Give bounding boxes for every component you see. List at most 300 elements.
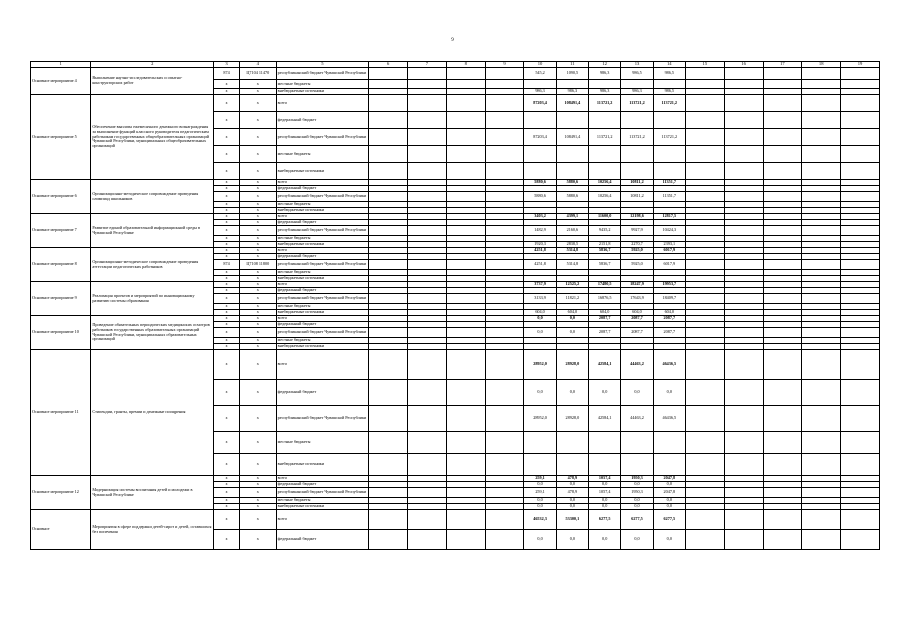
value-cell: 6017,9 <box>653 248 685 254</box>
value-cell: 5925,0 <box>621 260 653 270</box>
value-cell <box>524 146 556 163</box>
empty-cell <box>369 163 408 180</box>
empty-cell <box>446 380 485 406</box>
value-cell <box>556 80 588 89</box>
empty-cell <box>685 510 724 530</box>
empty-cell <box>369 68 408 80</box>
value-cell: 604,0 <box>653 310 685 316</box>
funding-source: республиканский бюджет Чувашской Республики <box>276 226 369 236</box>
funding-source: республиканский бюджет Чувашской Республики <box>276 406 369 432</box>
empty-cell <box>724 328 763 338</box>
empty-cell <box>685 95 724 112</box>
empty-cell <box>841 406 880 432</box>
code-cell: x <box>214 328 240 338</box>
value-cell: 12198,6 <box>621 214 653 220</box>
header-cell: 13 <box>621 62 653 68</box>
empty-cell <box>408 146 447 163</box>
empty-cell <box>724 80 763 89</box>
funding-source: местные бюджеты <box>276 338 369 344</box>
value-cell <box>653 454 685 476</box>
value-cell: 1057,4 <box>589 488 621 498</box>
budget-table <box>30 61 880 550</box>
empty-cell <box>369 192 408 202</box>
value-cell: 113721,2 <box>621 95 653 112</box>
empty-cell <box>446 454 485 476</box>
funding-source: местные бюджеты <box>276 270 369 276</box>
value-cell: 986,5 <box>653 89 685 95</box>
value-cell: 46436,5 <box>653 350 685 380</box>
funding-source: внебюджетные источники <box>276 504 369 510</box>
value-cell: 4399,1 <box>556 214 588 220</box>
classifier-cell: x <box>239 294 276 304</box>
value-cell: 17480,5 <box>589 282 621 288</box>
header-cell: 6 <box>369 62 408 68</box>
classifier-cell: x <box>239 89 276 95</box>
code-cell: 874 <box>214 68 240 80</box>
empty-cell <box>685 454 724 476</box>
empty-cell <box>369 294 408 304</box>
value-cell: 0,0 <box>556 530 588 550</box>
value-cell: 6277,5 <box>621 510 653 530</box>
value-cell: 5314,8 <box>556 248 588 254</box>
value-cell: 0,0 <box>653 530 685 550</box>
funding-source: республиканский бюджет Чувашской Республики <box>276 129 369 146</box>
empty-cell <box>802 406 841 432</box>
funding-source: внебюджетные источники <box>276 310 369 316</box>
code-cell: x <box>214 276 240 282</box>
code-cell: x <box>214 294 240 304</box>
event-name: Основное мероприятие 11 <box>31 350 91 476</box>
empty-cell <box>724 380 763 406</box>
classifier-cell: x <box>239 316 276 322</box>
code-cell: x <box>214 530 240 550</box>
classifier-cell: x <box>239 214 276 220</box>
value-cell: 11351,7 <box>653 180 685 186</box>
empty-cell <box>841 294 880 304</box>
empty-cell <box>841 80 880 89</box>
empty-cell <box>369 328 408 338</box>
empty-cell <box>369 129 408 146</box>
empty-cell <box>408 226 447 236</box>
value-cell: 113721,2 <box>589 95 621 112</box>
code-cell: x <box>214 95 240 112</box>
funding-source: всего <box>276 476 369 482</box>
empty-cell <box>446 260 485 270</box>
empty-cell <box>446 294 485 304</box>
code-cell: x <box>214 186 240 192</box>
empty-cell <box>408 454 447 476</box>
empty-cell <box>485 406 524 432</box>
event-description: Организационно-методическое сопровождение проведения олимпиад школьников <box>91 180 214 214</box>
empty-cell <box>485 192 524 202</box>
header-cell: 8 <box>446 62 485 68</box>
header-cell: 7 <box>408 62 447 68</box>
empty-cell <box>763 163 802 180</box>
empty-cell <box>841 432 880 454</box>
funding-source: местные бюджеты <box>276 498 369 504</box>
empty-cell <box>408 68 447 80</box>
value-cell: 3737,9 <box>524 282 556 288</box>
header-cell: 1 <box>31 62 91 68</box>
value-cell: 986,5 <box>621 68 653 80</box>
empty-cell <box>446 432 485 454</box>
value-cell: 986,3 <box>589 89 621 95</box>
empty-cell <box>485 129 524 146</box>
empty-cell <box>485 68 524 80</box>
code-cell: x <box>214 254 240 260</box>
funding-source: всего <box>276 282 369 288</box>
value-cell <box>556 112 588 129</box>
empty-cell <box>724 68 763 80</box>
value-cell: 1920,3 <box>524 242 556 248</box>
code-cell: x <box>214 146 240 163</box>
code-cell: x <box>214 304 240 310</box>
classifier-cell: x <box>239 254 276 260</box>
value-cell <box>556 432 588 454</box>
empty-cell <box>446 192 485 202</box>
value-cell: 6277,5 <box>589 510 621 530</box>
empty-cell <box>408 112 447 129</box>
funding-source: внебюджетные источники <box>276 208 369 214</box>
value-cell <box>653 432 685 454</box>
code-cell: x <box>214 270 240 276</box>
value-cell: 3133,9 <box>524 294 556 304</box>
event-description: Реализация проектов и мероприятий по инновационному развитию системы образования <box>91 282 214 316</box>
value-cell: 0,0 <box>556 504 588 510</box>
empty-cell <box>369 350 408 380</box>
empty-cell <box>724 294 763 304</box>
empty-cell <box>802 350 841 380</box>
empty-cell <box>802 488 841 498</box>
funding-source: внебюджетные источники <box>276 276 369 282</box>
funding-source: всего <box>276 316 369 322</box>
empty-cell <box>446 80 485 89</box>
value-cell: 2270,7 <box>621 242 653 248</box>
event-name: Основное мероприятие 10 <box>31 316 91 350</box>
empty-cell <box>685 146 724 163</box>
empty-cell <box>802 192 841 202</box>
value-cell: 113721,2 <box>621 129 653 146</box>
code-cell: x <box>214 380 240 406</box>
value-cell: 0,0 <box>589 498 621 504</box>
value-cell: 3403,2 <box>524 214 556 220</box>
code-cell: x <box>214 476 240 482</box>
value-cell: 113721,2 <box>589 129 621 146</box>
empty-cell <box>685 129 724 146</box>
empty-cell <box>724 226 763 236</box>
funding-source: федеральный бюджет <box>276 380 369 406</box>
empty-cell <box>485 488 524 498</box>
value-cell: 1057,4 <box>589 476 621 482</box>
classifier-cell: x <box>239 208 276 214</box>
empty-cell <box>408 294 447 304</box>
empty-cell <box>841 530 880 550</box>
empty-cell <box>485 163 524 180</box>
value-cell: 0,0 <box>621 498 653 504</box>
funding-source: всего <box>276 350 369 380</box>
funding-source: федеральный бюджет <box>276 530 369 550</box>
event-description: Проведение обязательных периодических медицинских осмотров работников государственных образовательных организаций Чувашской Республики, муниципальных образовательных организаций <box>91 316 214 350</box>
empty-cell <box>802 510 841 530</box>
value-cell <box>524 454 556 476</box>
value-cell: 0,0 <box>621 380 653 406</box>
empty-cell <box>369 226 408 236</box>
value-cell: 28952,0 <box>524 406 556 432</box>
event-name: Основное мероприятие 6 <box>31 180 91 214</box>
classifier-cell: x <box>239 112 276 129</box>
value-cell: 0,0 <box>653 498 685 504</box>
value-cell: 44463,2 <box>621 350 653 380</box>
classifier-cell: x <box>239 163 276 180</box>
empty-cell <box>485 95 524 112</box>
value-cell: 4251,8 <box>524 260 556 270</box>
value-cell: 5836,7 <box>589 248 621 254</box>
empty-cell <box>724 129 763 146</box>
empty-cell <box>841 226 880 236</box>
value-cell: 19953,7 <box>653 282 685 288</box>
empty-cell <box>485 112 524 129</box>
empty-cell <box>369 260 408 270</box>
value-cell: 604,0 <box>589 310 621 316</box>
classifier-cell: x <box>239 350 276 380</box>
code-cell: x <box>214 406 240 432</box>
value-cell: 10256,4 <box>589 180 621 186</box>
value-cell: 2047,8 <box>653 488 685 498</box>
value-cell: 11351,7 <box>653 192 685 202</box>
empty-cell <box>802 95 841 112</box>
classifier-cell: x <box>239 338 276 344</box>
empty-cell <box>408 328 447 338</box>
value-cell <box>589 432 621 454</box>
value-cell: 0,0 <box>524 498 556 504</box>
value-cell: 5880,6 <box>524 192 556 202</box>
value-cell: 10424,3 <box>653 226 685 236</box>
value-cell: 87203,4 <box>524 95 556 112</box>
value-cell: 0,0 <box>589 482 621 488</box>
header-cell: 5 <box>276 62 369 68</box>
funding-source: всего <box>276 248 369 254</box>
empty-cell <box>763 328 802 338</box>
empty-cell <box>485 454 524 476</box>
value-cell: 6017,9 <box>653 260 685 270</box>
classifier-cell: x <box>239 220 276 226</box>
funding-source: республиканский бюджет Чувашской Республики <box>276 488 369 498</box>
value-cell: 10811,2 <box>621 192 653 202</box>
code-cell: x <box>214 282 240 288</box>
value-cell: 604,0 <box>524 310 556 316</box>
empty-cell <box>446 406 485 432</box>
value-cell: 986,5 <box>653 68 685 80</box>
event-description: Развитие единой образовательной информационной среды в Чувашской Республике <box>91 214 214 248</box>
classifier-cell: x <box>239 406 276 432</box>
funding-source: внебюджетные источники <box>276 89 369 95</box>
value-cell <box>589 163 621 180</box>
value-cell <box>653 80 685 89</box>
classifier-cell: x <box>239 322 276 328</box>
value-cell: 53300,1 <box>556 510 588 530</box>
value-cell: 0,0 <box>589 504 621 510</box>
empty-cell <box>485 350 524 380</box>
empty-cell <box>763 146 802 163</box>
event-description: Модернизация системы воспитания детей и молодежи в Чувашской Республике <box>91 476 214 510</box>
funding-source: республиканский бюджет Чувашской Республики <box>276 192 369 202</box>
funding-source: республиканский бюджет Чувашской Республики <box>276 328 369 338</box>
value-cell: 0,0 <box>524 316 556 322</box>
code-cell: x <box>214 236 240 242</box>
value-cell: 5880,6 <box>524 180 556 186</box>
value-cell: 9435,2 <box>589 226 621 236</box>
empty-cell <box>841 510 880 530</box>
value-cell <box>621 454 653 476</box>
value-cell: 259,1 <box>524 488 556 498</box>
empty-cell <box>485 260 524 270</box>
empty-cell <box>369 432 408 454</box>
empty-cell <box>763 294 802 304</box>
empty-cell <box>408 432 447 454</box>
code-cell: x <box>214 510 240 530</box>
header-cell: 2 <box>91 62 214 68</box>
event-description: Обеспечение выплаты ежемесячного денежного вознаграждения за выполнение функций классного руководителя педагогическим работникам государственных общеобразовательных организаций Чувашской Республики, муниципальных общеобразовательных организаций <box>91 95 214 180</box>
empty-cell <box>446 530 485 550</box>
funding-source: всего <box>276 180 369 186</box>
empty-cell <box>763 406 802 432</box>
value-cell <box>621 432 653 454</box>
empty-cell <box>763 454 802 476</box>
classifier-cell: x <box>239 498 276 504</box>
empty-cell <box>485 530 524 550</box>
value-cell <box>589 146 621 163</box>
classifier-cell: x <box>239 482 276 488</box>
value-cell: 604,0 <box>621 310 653 316</box>
empty-cell <box>841 146 880 163</box>
empty-cell <box>408 530 447 550</box>
table-row <box>31 68 880 80</box>
classifier-cell: x <box>239 129 276 146</box>
value-cell: 0,0 <box>589 380 621 406</box>
event-name: Основное мероприятие 12 <box>31 476 91 510</box>
empty-cell <box>802 80 841 89</box>
empty-cell <box>685 192 724 202</box>
event-name: Основное мероприятие 7 <box>31 214 91 248</box>
page-number: 9 <box>451 38 454 43</box>
value-cell: 986,3 <box>524 89 556 95</box>
value-cell: 18247,9 <box>621 282 653 288</box>
value-cell: 478,9 <box>556 476 588 482</box>
value-cell <box>524 432 556 454</box>
code-cell: x <box>214 129 240 146</box>
value-cell: 0,0 <box>524 380 556 406</box>
event-name: Основное мероприятие 9 <box>31 282 91 316</box>
empty-cell <box>685 530 724 550</box>
empty-cell <box>446 488 485 498</box>
value-cell: 44463,2 <box>621 406 653 432</box>
value-cell <box>653 146 685 163</box>
classifier-cell: x <box>239 192 276 202</box>
empty-cell <box>446 129 485 146</box>
value-cell: 545,2 <box>524 68 556 80</box>
empty-cell <box>802 260 841 270</box>
empty-cell <box>408 129 447 146</box>
empty-cell <box>408 192 447 202</box>
empty-cell <box>685 380 724 406</box>
funding-source: внебюджетные источники <box>276 344 369 350</box>
classifier-cell: x <box>239 242 276 248</box>
value-cell: 28928,0 <box>556 406 588 432</box>
empty-cell <box>369 80 408 89</box>
empty-cell <box>446 226 485 236</box>
empty-cell <box>841 192 880 202</box>
empty-cell <box>446 163 485 180</box>
classifier-cell: x <box>239 226 276 236</box>
empty-cell <box>802 146 841 163</box>
value-cell: 0,0 <box>556 498 588 504</box>
funding-source: местные бюджеты <box>276 146 369 163</box>
empty-cell <box>446 350 485 380</box>
code-cell: x <box>214 350 240 380</box>
header-cell: 14 <box>653 62 685 68</box>
value-cell: 0,0 <box>653 482 685 488</box>
value-cell: 10811,2 <box>621 180 653 186</box>
code-cell: x <box>214 80 240 89</box>
empty-cell <box>802 226 841 236</box>
header-cell: 4 <box>239 62 276 68</box>
classifier-cell: x <box>239 380 276 406</box>
value-cell: 10256,4 <box>589 192 621 202</box>
empty-cell <box>763 68 802 80</box>
value-cell: 2087,7 <box>589 316 621 322</box>
empty-cell <box>802 129 841 146</box>
empty-cell <box>685 488 724 498</box>
empty-cell <box>841 95 880 112</box>
value-cell: 0,0 <box>589 530 621 550</box>
value-cell <box>589 80 621 89</box>
value-cell: 1482,9 <box>524 226 556 236</box>
event-name: Основное мероприятие 8 <box>31 248 91 282</box>
value-cell: 9927,9 <box>621 226 653 236</box>
funding-source: местные бюджеты <box>276 236 369 242</box>
classifier-cell: x <box>239 288 276 294</box>
empty-cell <box>485 328 524 338</box>
code-cell: x <box>214 498 240 504</box>
empty-cell <box>841 260 880 270</box>
value-cell: 113721,2 <box>653 129 685 146</box>
value-cell <box>524 163 556 180</box>
classifier-cell: x <box>239 530 276 550</box>
value-cell: 259,1 <box>524 476 556 482</box>
value-cell: 2087,7 <box>589 328 621 338</box>
empty-cell <box>685 68 724 80</box>
value-cell <box>556 454 588 476</box>
empty-cell <box>446 328 485 338</box>
empty-cell <box>841 454 880 476</box>
empty-cell <box>841 350 880 380</box>
empty-cell <box>724 530 763 550</box>
empty-cell <box>485 510 524 530</box>
empty-cell <box>802 163 841 180</box>
value-cell: 0,0 <box>556 482 588 488</box>
event-name: Основное мероприятие 4 <box>31 68 91 95</box>
funding-source: федеральный бюджет <box>276 186 369 192</box>
classifier-cell: x <box>239 454 276 476</box>
funding-source: внебюджетные источники <box>276 242 369 248</box>
value-cell: 28952,0 <box>524 350 556 380</box>
empty-cell <box>802 454 841 476</box>
empty-cell <box>763 112 802 129</box>
value-cell: 0,0 <box>524 482 556 488</box>
classifier-cell: x <box>239 328 276 338</box>
value-cell: 2160,6 <box>556 226 588 236</box>
value-cell <box>621 112 653 129</box>
